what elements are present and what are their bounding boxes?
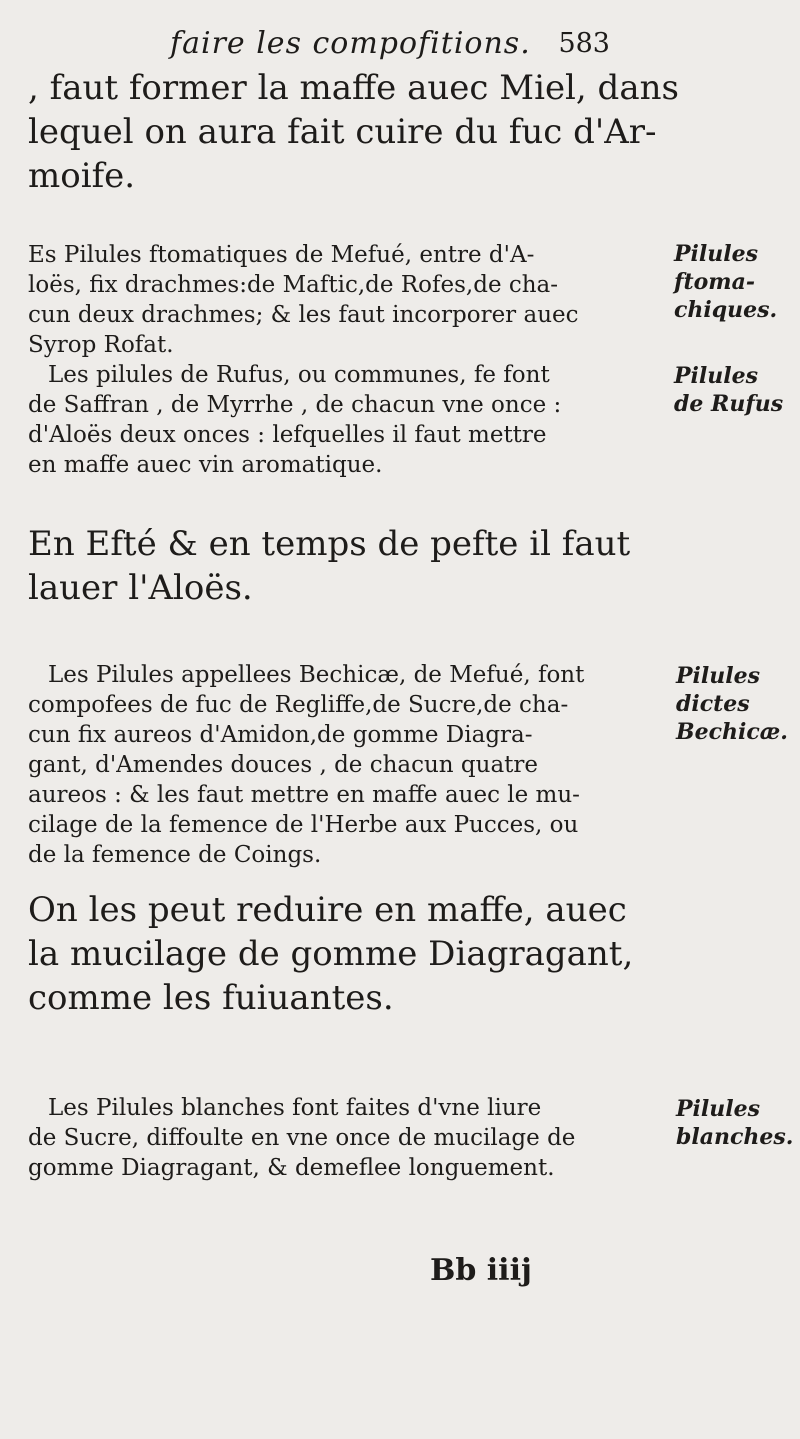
- text-line: cun fix aureos d'Amidon,de gomme Diagra-: [28, 722, 533, 748]
- margin-note-rufus: [674, 362, 783, 418]
- text-line: aureos : & les faut mettre en maffe auec le mu-: [28, 782, 580, 808]
- signature-mark: Bb iiij: [430, 1253, 532, 1288]
- running-title: faire les compofitions.: [170, 26, 531, 61]
- note-line: Pilules: [676, 663, 760, 689]
- margin-note-blanches: [676, 1095, 793, 1151]
- text-line: gomme Diagragant, & demeflee longuement.: [28, 1155, 555, 1181]
- note-line: Bechicæ.: [676, 719, 788, 745]
- text-line: la mucilage de gomme Diagragant,: [28, 934, 634, 974]
- text-line: de Saffran , de Myrrhe , de chacun vne once :: [28, 392, 562, 418]
- text-line: moife.: [28, 156, 136, 196]
- text-line: lauer l'Aloës.: [28, 568, 253, 608]
- text-line: cun deux drachmes; & les faut incorporer auec: [28, 302, 579, 328]
- paragraph-reduire: [28, 888, 633, 1020]
- note-line: Pilules: [674, 363, 758, 389]
- paragraph-intro: [28, 66, 679, 198]
- note-line: Pilules: [674, 241, 758, 267]
- note-line: dictes: [676, 691, 750, 717]
- paragraph-pilules-bechicae: [28, 660, 584, 870]
- text-line: Les Pilules blanches font faites d'vne liure: [48, 1095, 542, 1121]
- margin-note-bechicae: [676, 662, 788, 746]
- note-line: Pilules: [676, 1096, 760, 1122]
- text-line: On les peut reduire en maffe, auec: [28, 890, 627, 930]
- note-line: chiques.: [674, 297, 778, 323]
- text-line: loës, fix drachmes:de Maftic,de Rofes,de cha-: [28, 272, 559, 298]
- text-line: compofees de fuc de Regliffe,de Sucre,de cha-: [28, 692, 569, 718]
- text-line: Les pilules de Rufus, ou communes, fe font: [48, 362, 550, 388]
- text-line: de Sucre, diffoulte en vne once de mucilage de: [28, 1125, 576, 1151]
- text-line: de la femence de Coings.: [28, 842, 322, 868]
- text-line: Es Pilules ftomatiques de Mefué, entre d'A-: [28, 242, 535, 268]
- note-line: blanches.: [676, 1124, 794, 1150]
- page-number: 583: [558, 28, 610, 59]
- page-header: [170, 26, 610, 66]
- text-line: comme les fuiuantes.: [28, 978, 394, 1018]
- text-line: En Efté & en temps de pefte il faut: [28, 524, 631, 564]
- text-line: en maffe auec vin aromatique.: [28, 452, 383, 478]
- text-line: Syrop Rofat.: [28, 332, 174, 358]
- text-line: Les Pilules appellees Bechicæ, de Mefué, font: [48, 662, 585, 688]
- note-line: ftoma-: [674, 269, 755, 295]
- note-line: de Rufus: [674, 391, 784, 417]
- text-line: gant, d'Amendes douces , de chacun quatre: [28, 752, 539, 778]
- text-line: d'Aloës deux onces : lefquelles il faut mettre: [28, 422, 547, 448]
- paragraph-pilules-blanches: [28, 1093, 575, 1183]
- paragraph-pilules-stomachiques: [28, 240, 579, 360]
- paragraph-este: [28, 522, 630, 610]
- text-line: , faut former la maffe auec Miel, dans: [28, 68, 679, 108]
- text-line: cilage de la femence de l'Herbe aux Pucces, ou: [28, 812, 579, 838]
- paragraph-pilules-rufus: [28, 360, 561, 480]
- margin-note-stomachiques: [674, 240, 777, 324]
- text-line: lequel on aura fait cuire du fuc d'Ar-: [28, 112, 657, 152]
